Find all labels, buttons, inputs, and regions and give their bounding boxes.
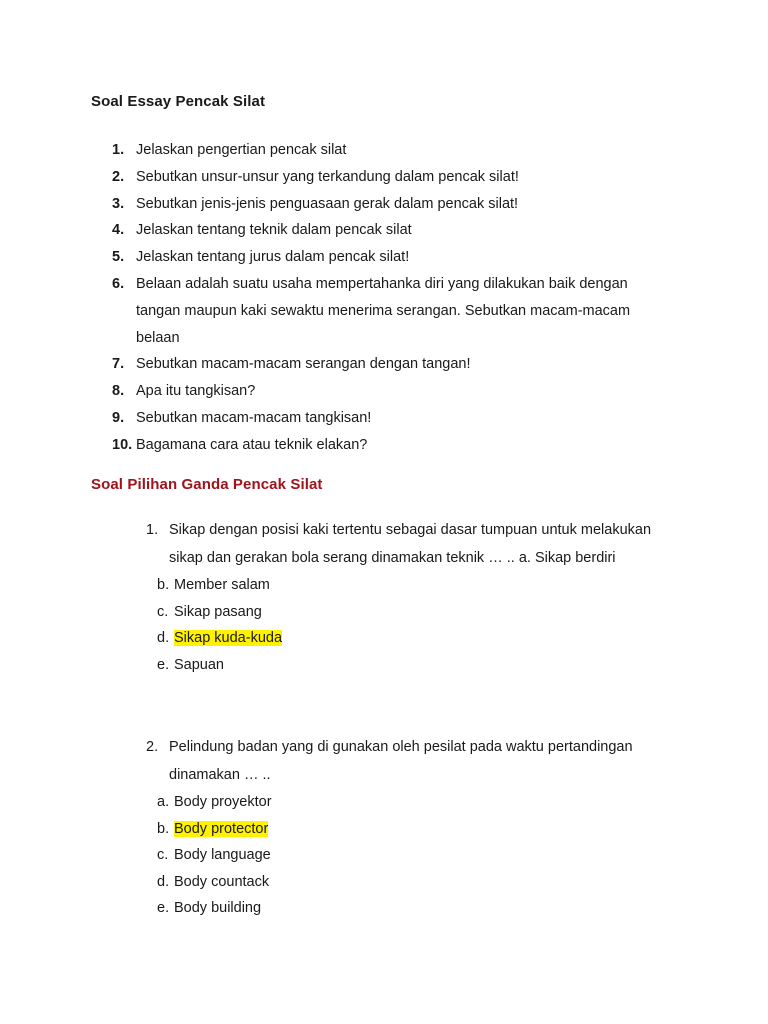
- question-stem: [146, 734, 686, 789]
- answer-option: [157, 599, 686, 626]
- option-text: Body proyektor: [174, 794, 272, 810]
- question-text: Sikap dengan posisi kaki tertentu sebagai dasar tumpuan untuk melakukan sikap dan gerakan bola serang dinamakan teknik … .. a. Sikap berdiri: [169, 522, 652, 566]
- option-label: b.: [157, 577, 170, 593]
- question-number: 6.: [112, 275, 125, 292]
- option-text: Body countack: [174, 873, 270, 890]
- essay-question: [112, 191, 672, 218]
- option-label: e.: [157, 656, 170, 673]
- answer-option-correct: [157, 816, 686, 843]
- option-label: a.: [157, 794, 170, 810]
- essay-question: [112, 244, 672, 271]
- essay-question: [112, 217, 672, 244]
- question-number: 2.: [146, 739, 159, 755]
- highlighted-answer: Body protector: [174, 820, 269, 837]
- question-number: 10.: [112, 436, 133, 453]
- essay-question: [112, 271, 672, 351]
- question-text: Sebutkan macam-macam tangkisan!: [136, 409, 372, 426]
- answer-option: [157, 869, 686, 896]
- question-text: Jelaskan tentang jurus dalam pencak silat!: [136, 249, 410, 266]
- option-label: c.: [157, 603, 169, 620]
- question-number: 3.: [112, 195, 125, 212]
- question-text: Jelaskan tentang teknik dalam pencak silat: [136, 222, 412, 239]
- essay-question: [112, 164, 672, 191]
- option-text: Body language: [174, 847, 271, 864]
- answer-option: [157, 895, 686, 922]
- question-number: 9.: [112, 409, 125, 426]
- option-text: Body building: [174, 900, 262, 917]
- question-text: Sebutkan unsur-unsur yang terkandung dalam pencak silat!: [136, 168, 519, 185]
- option-label: e.: [157, 900, 170, 917]
- option-text: Sikap pasang: [174, 603, 262, 620]
- question-text: Bagamana cara atau teknik elakan?: [136, 436, 368, 453]
- multiple-choice-question-2: [146, 734, 686, 922]
- option-text: Member salam: [174, 577, 270, 593]
- essay-question: [112, 378, 672, 405]
- answer-options: [146, 789, 686, 922]
- question-text: Jelaskan pengertian pencak silat: [136, 142, 347, 158]
- option-text: Sapuan: [174, 656, 224, 673]
- question-text: Apa itu tangkisan?: [136, 383, 256, 400]
- option-label: d.: [157, 873, 170, 890]
- question-text: Sebutkan macam-macam serangan dengan tangan!: [136, 356, 471, 373]
- answer-option-correct: [157, 625, 686, 652]
- essay-question: [112, 137, 672, 164]
- question-text: Sebutkan jenis-jenis penguasaan gerak dalam pencak silat!: [136, 195, 519, 212]
- question-number: 1.: [112, 142, 125, 158]
- answer-option: [157, 842, 686, 869]
- question-number: 1.: [146, 522, 159, 538]
- question-number: 8.: [112, 383, 125, 400]
- question-stem: [146, 517, 686, 572]
- multiple-choice-question-1: [146, 517, 686, 678]
- question-number: 2.: [112, 168, 125, 185]
- essay-question: [112, 351, 672, 378]
- essay-question-list: [112, 137, 672, 459]
- question-number: 4.: [112, 222, 125, 239]
- question-text: Belaan adalah suatu usaha mempertahanka diri yang dilakukan baik dengan tangan maupun kaki sewaktu menerima serangan. Sebutkan macam-macam belaan: [136, 275, 631, 346]
- answer-options: [146, 572, 686, 678]
- question-number: 5.: [112, 249, 125, 266]
- highlighted-answer: Sikap kuda-kuda: [174, 630, 283, 647]
- question-text: Pelindung badan yang di gunakan oleh pesilat pada waktu pertandingan dinamakan … ..: [169, 739, 633, 783]
- option-label: c.: [157, 847, 169, 864]
- question-number: 7.: [112, 356, 125, 373]
- essay-question: [112, 432, 672, 459]
- answer-option: [157, 789, 686, 816]
- answer-option: [157, 572, 686, 599]
- option-label: b.: [157, 820, 170, 837]
- option-label: d.: [157, 630, 170, 647]
- essay-section-title: Soal Essay Pencak Silat: [91, 93, 266, 110]
- essay-question: [112, 405, 672, 432]
- multiple-choice-section-title: Soal Pilihan Ganda Pencak Silat: [91, 476, 323, 493]
- answer-option: [157, 652, 686, 679]
